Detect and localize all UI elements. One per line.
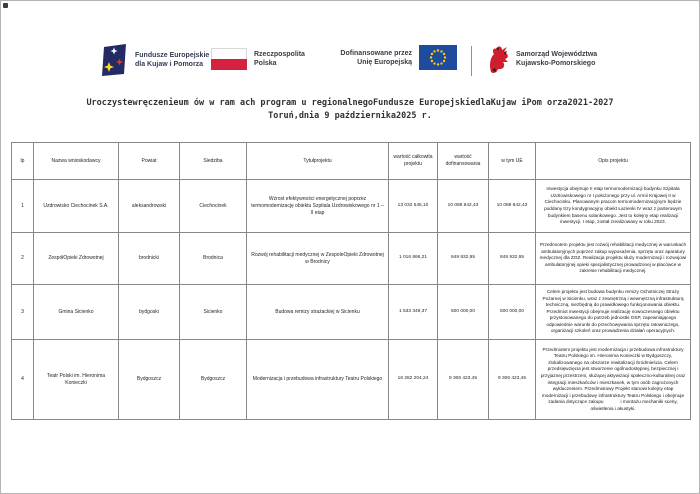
logo-divider xyxy=(471,46,472,76)
logo-fundusze-europejskie xyxy=(101,43,209,77)
header-powiat: Powiat xyxy=(119,143,180,180)
cell-wartosc-dofinansowania: 849 932,95 xyxy=(438,233,489,285)
cell-opis: Przedmiotem projektu jest modernizacja i przebudowa infrastruktury Teatru Polskiego im. Hieronima Konieczki w Bydgoszczy, zlokalizowanego na obszarze rewitalizacji Śródmieścia. Celem przedsięwzięcia jest stworzenie ogólnodostępnej, bezpiecznej i przyjaznej przestrzeni, służącej aktywizacji społeczno-kulturalnej oraz integracji mieszkańców i mieszkanek, w tym osób zagrożonych wykluczeniem. Przedmiotowy Projekt stanowi kolejny etap modernizacji i przebudowy infrastruktury Teatru Polskiego i obejmuje zadania dotyczące zakupu i montażu mechaniki sceny, oświetlenia i akustyki. xyxy=(536,340,691,420)
cell-wartosc-calkowita: 16 282 204,24 xyxy=(389,340,438,420)
title-line2: Toruń,dnia 9 października2025 r. xyxy=(268,111,432,121)
logo-kp-label-line1: Samorząd Województwa xyxy=(516,51,598,58)
title-line1: Uroczystewręczenieum ów w ram ach program u regionalnegoFundusze EuropejskiedlaKujaw iPom orza2021-2027 xyxy=(86,98,614,108)
cell-powiat: aleksandrowski xyxy=(119,180,180,233)
header-tytul: Tytułprojektu xyxy=(247,143,389,180)
table-row xyxy=(12,180,691,233)
cell-powiat: brodnicki xyxy=(119,233,180,285)
header-lp: lp xyxy=(12,143,34,180)
table-row xyxy=(12,285,691,340)
cell-tytul: Budowa remizy strażackiej w Sicienku xyxy=(247,285,389,340)
cell-nazwa: Teatr Polski im. Hieronima Konieczki xyxy=(34,340,119,420)
logo-rzeczpospolita-polska xyxy=(211,48,305,70)
cell-tytul: Rozwój rehabilitacji medycznej w ZespoleOpieki Zdrowotnej w Brodnicy xyxy=(247,233,389,285)
cell-nazwa: ZespółOpieki Zdrowotnej xyxy=(34,233,119,285)
cell-lp: 4 xyxy=(12,340,34,420)
logo-fe-label-line2: dla Kujaw i Pomorza xyxy=(135,61,204,68)
fundusze-europejskie-flag-icon xyxy=(101,43,129,77)
cell-opis: Przedmiotem projektu jest rozwój rehabilitacji medycznej w warunkach ambulatoryjnych poprzez zakup wyposażenia, sprzętu oraz aparatury medycznej dla ZOZ. Realizacja projektu służy modernizacji i rozwojowi ambulatoryjnej opieki specjalistycznej prowadzonej w placówce w zakresie rehabilitacji medycznej. xyxy=(536,233,691,285)
cell-siedziba: Bydgoszcz xyxy=(180,340,247,420)
table-header-row xyxy=(12,143,691,180)
header-nazwa: Nazwa wnioskodawcy xyxy=(34,143,119,180)
eu-flag-icon xyxy=(419,45,457,70)
logo-pl-label-line2: Polska xyxy=(254,60,277,67)
cell-wartosc-calkowita: 13 032 545,10 xyxy=(389,180,438,233)
page-corner-mark xyxy=(3,3,8,8)
cell-opis: Inwestycja obejmuje II etap termomodernizacji budynku Szpitala Uzdrowiskowego nr I położonego przy ul. Armii Krajowej II w Ciechocinku. Planowanym pracom termomodernizacyjnym będzie poddany trzy kondygnacyjny obiekt Łazienki IV wraz z parterowym budynkiem basenu solankowego. Jest to kolejny etap realizacji inwestycji. I etap, został zrealizowany w roku 2023. xyxy=(536,180,691,233)
cell-w-tym-ue: 500 000,00 xyxy=(489,285,536,340)
logo-eu-label-line2: Unię Europejską xyxy=(357,58,412,66)
cell-siedziba: Ciechocinek xyxy=(180,180,247,233)
cell-tytul: Modernizacja i przebudowa infrastruktury Teatru Polskiego xyxy=(247,340,389,420)
header-wartosc-dofinansowania: wartość dofinansowania xyxy=(438,143,489,180)
cell-w-tym-ue: 10 088 842,43 xyxy=(489,180,536,233)
logo-eu-label-line1: Dofinansowane przez xyxy=(340,49,412,57)
cell-opis: Celem projektu jest budowa budynku remizy Ochotniczej Straży Pożarnej w Sicienku, wraz z zewnętrzną i wewnętrzną infrastrukturą techniczną, niezbędną do prawidłowego funkcjonowania obiektu. Przedmiot inwestycji obejmuje realizację nowoczesnego obiektu przystosowanego do potrzeb jednostki OSP, zapewniającego odpowiednie warunki do przechowywania sprzętu ratowniczego, organizacji szkoleń oraz prowadzenia działań operacyjnych. xyxy=(536,285,691,340)
cell-wartosc-dofinansowania: 10 088 842,43 xyxy=(438,180,489,233)
projects-table xyxy=(11,142,691,420)
cell-wartosc-dofinansowania: 9 306 423,45 xyxy=(438,340,489,420)
cell-wartosc-calkowita: 1 016 866,21 xyxy=(389,233,438,285)
cell-siedziba: Sicienko xyxy=(180,285,247,340)
poland-flag-icon xyxy=(211,48,247,70)
table-row xyxy=(12,233,691,285)
cell-nazwa: Uzdrowisko Ciechocinek S.A. xyxy=(34,180,119,233)
cell-siedziba: Brodnica xyxy=(180,233,247,285)
header-siedziba: Siedziba xyxy=(180,143,247,180)
cell-powiat: Bydgoszcz xyxy=(119,340,180,420)
logo-fe-label-line1: Fundusze Europejskie xyxy=(135,52,210,59)
table-row xyxy=(12,340,691,420)
cell-lp: 2 xyxy=(12,233,34,285)
header-opis: Opis projektu xyxy=(536,143,691,180)
cell-lp: 3 xyxy=(12,285,34,340)
cell-wartosc-dofinansowania: 500 000,00 xyxy=(438,285,489,340)
cell-w-tym-ue: 9 306 423,45 xyxy=(489,340,536,420)
logo-dofinansowane-ue xyxy=(312,45,457,70)
logo-pl-label-line1: Rzeczpospolita xyxy=(254,51,305,58)
header-w-tym-ue: w tym UE xyxy=(489,143,536,180)
logo-samorzad-kujawsko-pomorski xyxy=(484,43,597,75)
griffin-emblem-icon xyxy=(484,43,510,75)
cell-powiat: bydgoski xyxy=(119,285,180,340)
document-title xyxy=(1,97,699,123)
cell-w-tym-ue: 849 932,95 xyxy=(489,233,536,285)
cell-lp: 1 xyxy=(12,180,34,233)
cell-tytul: Wzrost efektywności energetycznej poprzez termomodernizację obiektu Szpitala Uzdrowiskowego nr 1 – II etap xyxy=(247,180,389,233)
logo-kp-label-line2: Kujawsko-Pomorskiego xyxy=(516,60,596,67)
cell-wartosc-calkowita: 1 533 349,37 xyxy=(389,285,438,340)
header-wartosc-calkowita: wartość całkowita projektu xyxy=(389,143,438,180)
cell-nazwa: Gmina Sicienko xyxy=(34,285,119,340)
